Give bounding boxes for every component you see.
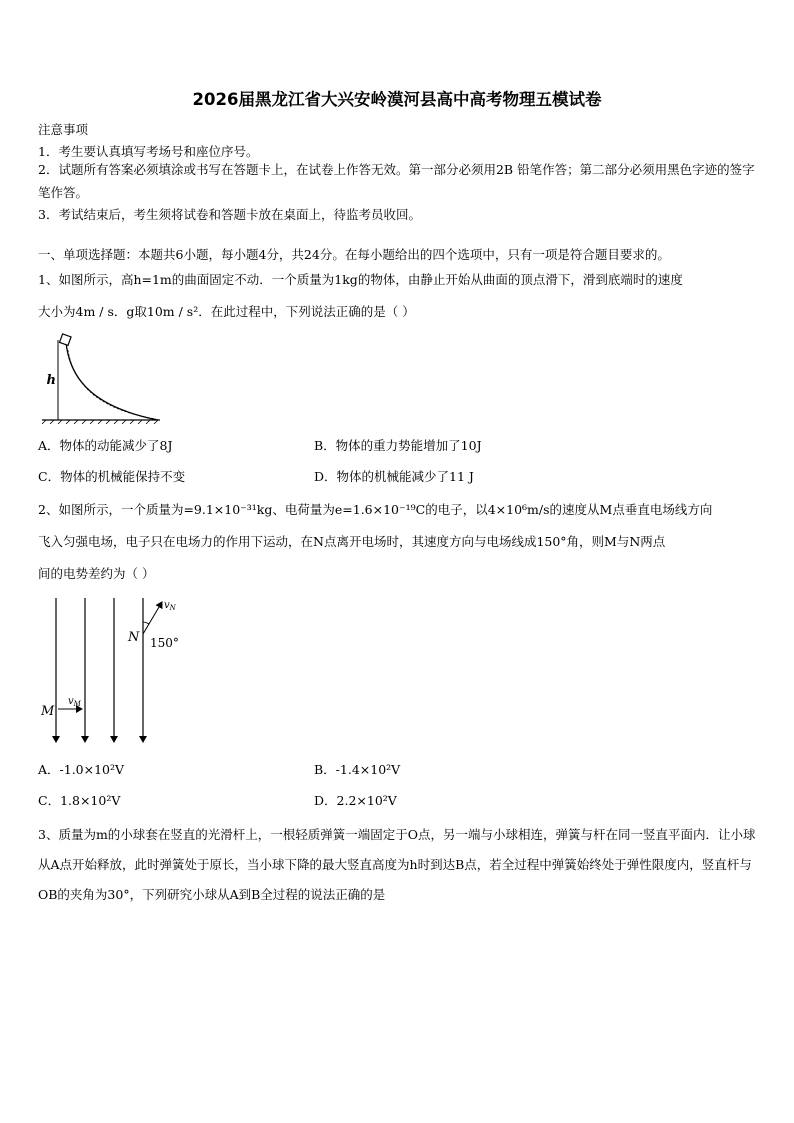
curve-shading: [68, 350, 156, 419]
q1-curved-surface-figure: [38, 328, 168, 424]
velocity-m-label: $v_M$: [68, 696, 81, 708]
notice-item-1: 1．考生要认真填写考场号和座位序号。: [38, 144, 259, 159]
q2-stem-line1: 2、如图所示，一个质量为=9.1×10⁻³¹kg、电荷量为e=1.6×10⁻¹⁹C的电子，以4×10⁶m/s的速度从M点垂直电场线方向: [38, 502, 713, 517]
q1-option-a: A．物体的动能减少了8J: [38, 438, 173, 453]
q2-option-c: C．1.8×10²V: [38, 793, 121, 808]
q2-option-a: A．-1.0×10²V: [38, 762, 125, 777]
q1-option-d: D．物体的机械能减少了11 J: [314, 469, 474, 484]
notice-item-2: 2．试题所有答案必须填涂或书写在答题卡上，在试卷上作答无效。第一部分必须用2B 铅笔作答；第二部分必须用黑色字迹的签字笔作答。: [38, 162, 755, 200]
angle-label: 150°: [150, 636, 179, 650]
point-n-label: N: [128, 630, 140, 645]
notice-item-3: 3．考试结束后，考生须将试卷和答题卡放在桌面上，待监考员收回。: [38, 207, 421, 222]
q1-option-c: C．物体的机械能保持不变: [38, 469, 186, 484]
point-m-label: M: [41, 704, 55, 719]
q2-option-b: B．-1.4×10²V: [314, 762, 401, 777]
q2-option-d: D．2.2×10²V: [314, 793, 397, 808]
curved-surface: [66, 342, 158, 420]
notice-heading: 注意事项: [38, 122, 89, 137]
velocity-n-label: $v_N$: [164, 600, 176, 612]
q1-option-b: B．物体的重力势能增加了10J: [314, 438, 482, 453]
q1-stem-line1: 1、如图所示，高h=1m的曲面固定不动．一个质量为1kg的物体，由静止开始从曲面的顶点滑下，滑到底端时的速度: [38, 272, 683, 287]
ground-hatch: [42, 420, 158, 424]
q1-stem-line2: 大小为4m / s．g取10m / s²．在此过程中，下列说法正确的是（ ）: [38, 304, 415, 319]
block-object: [60, 334, 72, 346]
page-title: 2026届黑龙江省大兴安岭漠河县高中高考物理五模试卷: [192, 90, 602, 109]
section-heading: 一、单项选择题：本题共6小题，每小题4分，共24分。在每小题给出的四个选项中，只有一项是符合题目要求的。: [38, 247, 670, 262]
q3-stem: 3、质量为m的小球套在竖直的光滑杆上，一根轻质弹簧一端固定于O点，另一端与小球相连，弹簧与杆在同一竖直平面内．让小球从A点开始释放，此时弹簧处于原长，当小球下降的最大竖直高度为h时到达B点，若全过程中弹簧始终处于弹性限度内，竖直杆与OB的夹角为30°，下列研究小球从A到B全过程的说法正确的是: [38, 827, 756, 902]
angle-arc: [143, 622, 149, 624]
velocity-n-arrow: [143, 602, 162, 634]
height-label: h: [46, 373, 56, 388]
q2-stem-line2: 飞入匀强电场，电子只在电场力的作用下运动，在N点离开电场时，其速度方向与电场线成150°角，则M与N两点: [38, 534, 666, 549]
q2-stem-line3: 间的电势差约为（ ）: [38, 566, 155, 581]
q2-electric-field-figure: [38, 592, 198, 752]
